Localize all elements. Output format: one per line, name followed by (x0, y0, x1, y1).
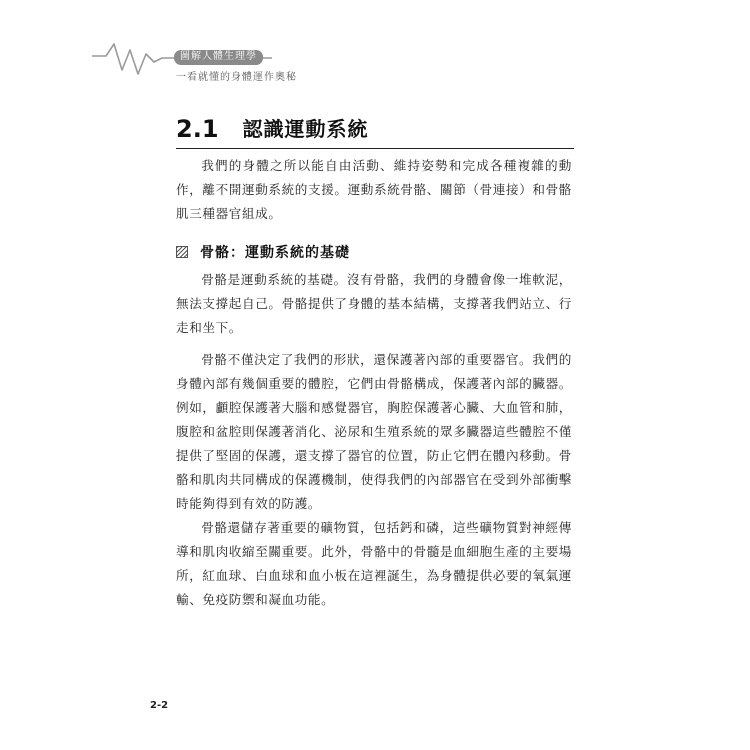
subsection-heading (176, 242, 350, 262)
section-title: 認識運動系統 (242, 117, 369, 141)
body-paragraph-3: 骨骼還儲存著重要的礦物質，包括鈣和磷，這些礦物質對神經傳導和肌肉收縮至關重要。此外，骨骼中的骨髓是血細胞生產的主要場所，紅血球、白血球和血小板在這裡誕生，為身體提供必要的氧氣運輸、免疫防禦和凝血功能。 (176, 520, 572, 607)
page-number: 2-2 (150, 700, 169, 711)
body-paragraph-2: 骨骼不僅決定了我們的形狀，還保護著內部的重要器官。我們的身體內部有幾個重要的體腔，它們由骨骼構成，保護著內部的臟器。例如，顱腔保護著大腦和感覺器官，胸腔保護著心臟、大血管和肺，腹腔和盆腔則保護著消化、泌尿和生殖系統的眾多臟器這些體腔不僅提供了堅固的保護，還支撐了器官的位置，防止它們在體內移動。骨骼和肌肉共同構成的保護機制，使得我們的內部器官在受到外部衝擊時能夠得到有效的防護。 (176, 352, 572, 511)
intro-paragraph: 我們的身體之所以能自由活動、維持姿勢和完成各種複雜的動作，離不開運動系統的支援。運動系統骨骼、關節（骨連接）和骨骼肌三種器官組成。 (176, 158, 572, 221)
section-number: 2.1 (176, 115, 219, 143)
book-subtitle: 一看就懂的身體運作奧秘 (176, 72, 297, 83)
hatched-square-icon (176, 246, 188, 258)
subsection-title: 骨骼：運動系統的基礎 (200, 245, 350, 261)
section-heading (176, 112, 574, 149)
body-paragraph-1: 骨骼是運動系統的基礎。沒有骨骼，我們的身體會像一堆軟泥，無法支撐起自己。骨骼提供了身體的基本結構，支撐著我們站立、行走和坐下。 (176, 272, 572, 335)
book-title-badge: 圖解人體生理學 (174, 50, 263, 65)
